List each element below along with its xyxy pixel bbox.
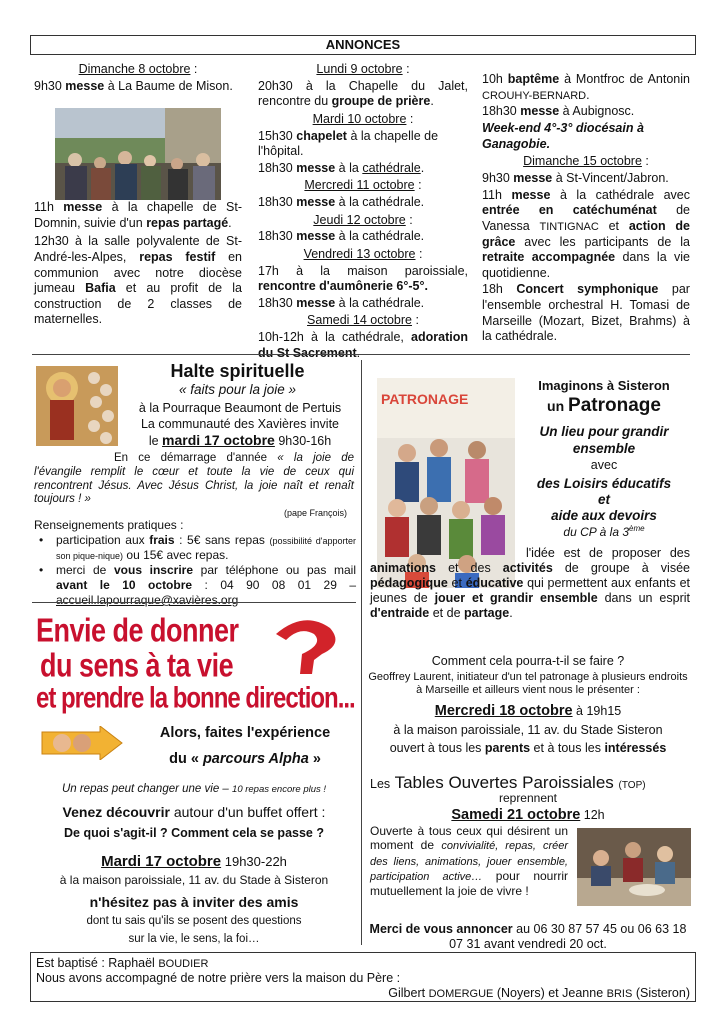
halte-quote: En ce démarrage d'année « la joie de l'évangile remplit le cœur et toute la vie de ceux qui rencontrent Jésus. Avec Jésus Christ, la joie naît et renaît toujours ! » — [34, 452, 355, 506]
patronage-date: Mercredi 18 octobre à 19h15 — [434, 703, 622, 719]
annonces-title: ANNONCES — [325, 37, 401, 52]
alpha-parcours: du « parcours Alpha » — [169, 751, 321, 767]
date-dimanche-8: Dimanche 8 octobre — [78, 62, 191, 76]
alpha-headline-2: du sens à ta vie — [40, 646, 234, 684]
annonces-col-3: 10h baptême à Montfroc de Antonin CROUHY-BERNARD. 18h30 messe à Aubignosc. Week-end 4°-3° diocésain à Ganagobie. Dimanche 15 octobre : 9h30 messe à St-Vincent/Jabron. 11h messe à la cathédrale avec entrée en catéchuménat de Vanessa TINTIGNAC et action de grâce avec les participants de la retraite accompagnée dans la vie quotidienne. 18h Concert symphonique par l'ensemble orchestral H. Tomasi de Marseille (Mozart, Bizet, Brahms) à la cathédrale. — [482, 72, 691, 344]
photo-procession — [55, 108, 221, 200]
alpha-q1: dont tu sais qu'ils se posent des questions — [86, 915, 302, 927]
top-reprennent: reprennent — [498, 791, 558, 805]
alpha-question: De quoi s'agit-il ? Comment cela se passe ? — [64, 826, 324, 840]
alpha-logo-icon — [264, 614, 344, 678]
patronage-t1: Imaginons à Sisteron — [538, 378, 670, 393]
halte-renseignements: Renseignements pratiques : • participation aux frais : 5€ sans repas (possibilité d'apporter son pique-nique) ou 15€ avec repas. • merci de vous inscrire par téléphone ou pas mail avant le 10 octobre : 04 90 08 01 29 – accueil.lapourraque@xavières.org — [34, 518, 356, 608]
alpha-venez: Venez découvrir autour d'un buffet offert : — [62, 804, 326, 820]
patronage-sign-text: PATRONAGE — [381, 391, 469, 407]
halte-divider — [32, 602, 356, 603]
alpha-experience: Alors, faites l'expérience — [159, 725, 331, 741]
alpha-inviter: n'hésitez pas à inviter des amis — [89, 894, 299, 910]
icon-painting — [36, 366, 118, 446]
halte-pape: (pape François) — [284, 508, 348, 518]
section-divider — [32, 354, 690, 355]
halte-email-link[interactable]: accueil.lapourraque@xavières.org — [56, 593, 239, 607]
patronage-comment: Comment cela pourra-t-il se faire ? — [431, 654, 625, 668]
patronage-t3: Un lieu pour grandir ensemble — [539, 424, 669, 456]
halte-title: Halte spirituelle — [170, 361, 305, 381]
annonces-col-2: Lundi 9 octobre : 20h30 à la Chapelle du Jalet, rencontre du groupe de prière. Mardi 10 octobre : 15h30 chapelet à la chapelle de l'hôpital. 18h30 messe à la cathédrale. Mercredi 11 octobre : 18h30 messe à la cathédrale. Jeudi 12 octobre : 18h30 messe à la cathédrale. Vendredi 13 octobre : 17h à la maison paroissiale, rencontre d'aumônerie 6°-5°. 18h30 messe à la cathédrale. Samedi 14 octobre : 10h-12h à la cathédrale, adoration du St Sacrement. — [258, 62, 468, 360]
footer-box: Est baptisé : Raphaël BOUDIER Nous avons accompagné de notre prière vers la maison du Père : Gilbert DOMERGUE (Noyers) et Jeanne BRIS (Sisteron) — [30, 952, 696, 1002]
patronage-ouvert: ouvert à tous les parents et à tous les intéressés — [389, 741, 667, 755]
top-date: Samedi 21 octobre 12h — [451, 807, 605, 823]
patronage-t4: avec — [590, 458, 618, 472]
patronage-t6: et — [597, 492, 610, 507]
column-divider — [361, 360, 362, 945]
alpha-headline-3: et prendre la bonne direction... — [36, 681, 355, 715]
halte-subtitle: « faits pour la joie » — [178, 382, 297, 397]
patronage-geoffrey: Geoffrey Laurent, initiateur d'un tel patronage à plusieurs endroits à Marseille et ailleurs vient nous le présenter : — [368, 671, 688, 696]
alpha-headline-1: Envie de donner — [36, 611, 239, 649]
patronage-t7: aide aux devoirs — [551, 508, 657, 523]
patronage-lieu: à la maison paroissiale, 11 av. du Stade Sisteron — [393, 723, 663, 737]
alpha-lieu: à la maison paroissiale, 11 av. du Stade à Sisteron — [59, 873, 329, 887]
alpha-date: Mardi 17 octobre 19h30-22h — [101, 853, 287, 870]
top-title: Les Tables Ouvertes Paroissiales (TOP) — [370, 773, 646, 792]
halte-details: à la Pourraque Beaumont de Pertuis La communauté des Xavières invite le mardi 17 octobre 9h30-16h — [138, 401, 342, 449]
alpha-repas: Un repas peut changer une vie – 10 repas encore plus ! — [61, 783, 327, 795]
top-desc: Ouverte à tous ceux qui désirent un moment de convivialité, repas, créer des liens, animations, jouer ensemble, participation active… pour nourrir mutuellement la joie de vivre ! — [370, 824, 569, 898]
alpha-arrow-icon — [40, 726, 124, 760]
patronage-paragraph: l'idée est de proposer des animations et des activités de groupe à visée pédagogique et éducative qui permettent aux enfants et jeunes de jouer et grandir ensemble dans un esprit d'entraide et de partage. — [370, 546, 690, 620]
patronage-t5: des Loisirs éducatifs — [536, 476, 672, 491]
patronage-t8: du CP à la 3ème — [563, 524, 645, 539]
top-merci: Merci de vous annoncer au 06 30 87 57 45 ou 06 63 18 07 31 avant vendredi 20 oct. — [369, 922, 687, 951]
alpha-q2: sur la vie, le sens, la foi… — [128, 933, 260, 945]
photo-tables-ouvertes — [577, 828, 691, 906]
annonces-col-1: Dimanche 8 octobre : 9h30 messe à La Baume de Mison. — [34, 62, 233, 93]
annonces-title-box — [30, 35, 696, 55]
alpha-logo-text: Alpha — [272, 650, 296, 660]
annonces-col-1-bottom: 11h messe à la chapelle de St-Domnin, suivie d'un repas partagé. 12h30 à la salle polyvalente de St-André-les-Alpes, repas festif en communion avec notre diocèse jumeau Bafia et au profit de la construction de 2 classes de maternelles. — [34, 200, 243, 327]
patronage-t2: un Patronage — [547, 395, 661, 416]
